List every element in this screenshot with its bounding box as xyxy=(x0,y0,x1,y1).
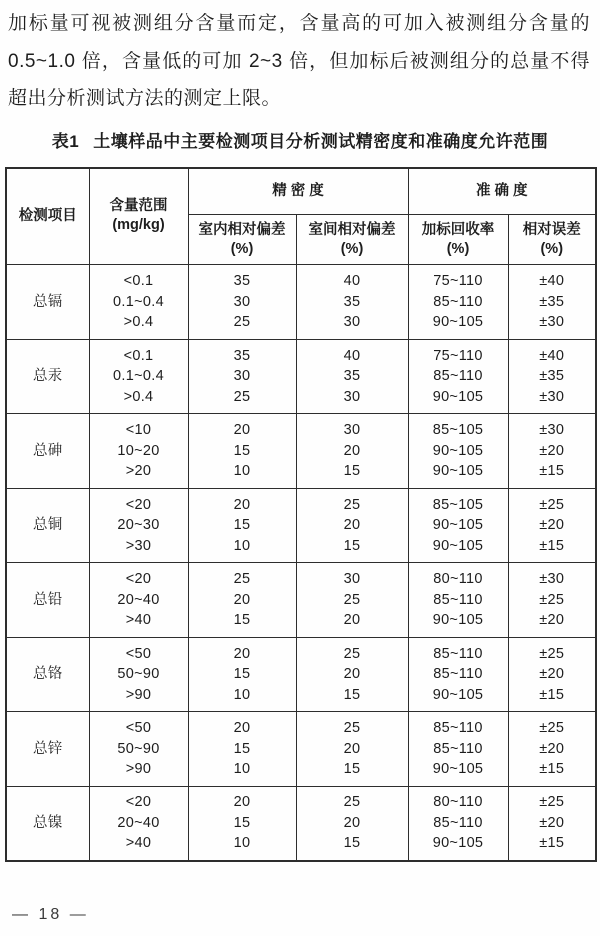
cell-value: 35 xyxy=(343,293,361,310)
cell-value: 20 xyxy=(343,666,361,682)
cell-value: ±20 xyxy=(539,666,565,682)
cell-value: 15 xyxy=(343,761,361,777)
cell-value: >40 xyxy=(125,835,152,852)
cell-value: 15 xyxy=(343,835,361,852)
table-row-5 xyxy=(6,563,596,638)
cell-value: 85~110 xyxy=(433,814,483,831)
paragraph-line-1: 加标量可视被测组分含量而定，含量高的可加入被测组分含量的 xyxy=(8,13,590,34)
item-label: 总锌 xyxy=(32,740,63,757)
cell-value: ±30 xyxy=(539,314,565,330)
cell-value: 20~30 xyxy=(117,517,160,533)
cell-value: ±15 xyxy=(539,686,565,703)
cell-value: 25 xyxy=(233,314,251,330)
paragraph-line-2: 0.5~1.0 倍，含量低的可加 2~3 倍，但加标后被测组分的总量不得 xyxy=(8,50,590,72)
cell-value: 15 xyxy=(233,442,251,459)
cell-value: 35 xyxy=(233,347,251,364)
col-header-range xyxy=(89,168,188,265)
relative-error-cell xyxy=(508,712,596,787)
cell-value: 15 xyxy=(233,612,251,628)
cell-value: 15 xyxy=(233,666,251,682)
relative-error-cell xyxy=(508,414,596,489)
cell-value: ±15 xyxy=(539,835,565,852)
cell-value: 10~20 xyxy=(117,442,160,459)
recovery-cell xyxy=(408,712,508,787)
indoor-deviation-cell xyxy=(188,339,296,414)
unit-percent: (%) xyxy=(446,240,470,257)
cell-value: 30 xyxy=(233,368,251,384)
unit-percent: (%) xyxy=(230,240,254,257)
item-label: 总铅 xyxy=(32,591,63,608)
col-header-relative-error: 相对误差 (%) xyxy=(508,215,596,265)
indoor-deviation-cell xyxy=(188,786,296,861)
relative-error-cell xyxy=(508,339,596,414)
indoor-deviation-cell xyxy=(188,488,296,563)
recovery-cell xyxy=(408,786,508,861)
cell-value: 90~105 xyxy=(432,517,484,533)
cell-value: 30 xyxy=(343,388,361,405)
table-row-2 xyxy=(6,339,596,414)
range-cell xyxy=(89,414,188,489)
precision-accuracy-table xyxy=(5,167,597,862)
item-cell xyxy=(6,265,89,340)
cell-value: 0.1~0.4 xyxy=(113,293,164,310)
indoor-deviation-cell xyxy=(188,563,296,638)
table-row-8 xyxy=(6,786,596,861)
cell-value: 20 xyxy=(233,720,251,736)
cell-value: ±30 xyxy=(539,388,565,405)
cell-value: ±25 xyxy=(539,591,565,608)
cell-value: 20 xyxy=(343,814,361,831)
cell-value: 20 xyxy=(343,517,361,533)
cell-value: ±25 xyxy=(539,720,565,736)
cell-value: 10 xyxy=(233,463,251,479)
cell-value: 10 xyxy=(233,537,251,554)
cell-value: 0.1~0.4 xyxy=(113,368,164,384)
item-label: 总镍 xyxy=(32,814,63,831)
cell-value: <20 xyxy=(125,794,152,811)
cell-value: >0.4 xyxy=(123,388,154,405)
indoor-deviation-cell xyxy=(188,265,296,340)
relative-error-cell xyxy=(508,488,596,563)
recovery-cell xyxy=(408,563,508,638)
recovery-cell xyxy=(408,339,508,414)
cell-value: <20 xyxy=(125,496,152,513)
recovery-cell xyxy=(408,265,508,340)
table-row-1 xyxy=(6,265,596,340)
cell-value: >20 xyxy=(125,463,152,479)
table-row-7 xyxy=(6,712,596,787)
inter-deviation-cell xyxy=(296,414,408,489)
item-cell xyxy=(6,339,89,414)
cell-value: <0.1 xyxy=(123,273,154,289)
col-group-accuracy: 准 确 度 xyxy=(408,168,596,215)
col-header-indoor-deviation: 室内相对偏差 (%) xyxy=(188,215,296,265)
cell-value: 20 xyxy=(233,422,251,438)
table-row-6 xyxy=(6,637,596,712)
inter-deviation-cell xyxy=(296,637,408,712)
range-cell xyxy=(89,339,188,414)
table-title xyxy=(0,127,600,152)
cell-value: 85~110 xyxy=(433,740,483,757)
cell-value: 90~105 xyxy=(432,442,484,459)
col-group-precision: 精 密 度 xyxy=(188,168,408,215)
cell-value: 80~110 xyxy=(433,571,483,587)
col-header-recovery: 加标回收率 (%) xyxy=(408,215,508,265)
cell-value: ±15 xyxy=(539,761,565,777)
cell-value: 20~40 xyxy=(117,591,160,608)
cell-value: 90~105 xyxy=(432,388,484,405)
table-header xyxy=(6,168,596,265)
cell-value: 25 xyxy=(343,794,361,811)
cell-value: 20 xyxy=(343,740,361,757)
cell-value: 85~105 xyxy=(432,496,484,513)
table-row-4 xyxy=(6,488,596,563)
cell-value: 90~105 xyxy=(432,314,484,330)
cell-value: 90~105 xyxy=(432,686,484,703)
inter-deviation-cell xyxy=(296,786,408,861)
range-cell xyxy=(89,712,188,787)
inter-deviation-cell xyxy=(296,339,408,414)
cell-value: 20 xyxy=(233,645,251,662)
cell-value: >90 xyxy=(125,686,152,703)
relative-error-cell xyxy=(508,563,596,638)
cell-value: 30 xyxy=(343,571,361,587)
cell-value: 25 xyxy=(233,571,251,587)
cell-value: ±35 xyxy=(539,368,565,384)
cell-value: ±25 xyxy=(539,794,565,811)
col-header-range-line1: 含量范围 xyxy=(109,198,168,215)
inter-deviation-cell xyxy=(296,265,408,340)
cell-value: 90~105 xyxy=(432,612,484,628)
item-label: 总铬 xyxy=(32,666,63,682)
cell-value: <0.1 xyxy=(123,347,154,364)
cell-value: 90~105 xyxy=(432,537,484,554)
cell-value: ±15 xyxy=(539,463,565,479)
cell-value: 75~110 xyxy=(433,347,483,364)
item-cell xyxy=(6,488,89,563)
cell-value: 15 xyxy=(233,517,251,533)
cell-value: 85~110 xyxy=(433,591,483,608)
cell-value: >30 xyxy=(125,537,152,554)
cell-value: 30 xyxy=(343,422,361,438)
item-cell xyxy=(6,712,89,787)
recovery-cell xyxy=(408,414,508,489)
intro-paragraph xyxy=(8,5,590,118)
inter-deviation-cell xyxy=(296,712,408,787)
cell-value: ±20 xyxy=(539,740,565,757)
item-label: 总砷 xyxy=(32,442,63,459)
cell-value: 15 xyxy=(343,537,361,554)
cell-value: >40 xyxy=(125,612,152,628)
cell-value: ±30 xyxy=(539,422,565,438)
range-cell xyxy=(89,265,188,340)
cell-value: 85~110 xyxy=(433,645,483,662)
col-header-inter-deviation: 室间相对偏差 (%) xyxy=(296,215,408,265)
cell-value: 85~110 xyxy=(433,293,483,310)
cell-value: ±15 xyxy=(539,537,565,554)
cell-value: 10 xyxy=(233,761,251,777)
range-cell xyxy=(89,563,188,638)
indoor-deviation-cell xyxy=(188,637,296,712)
cell-value: 20 xyxy=(233,496,251,513)
cell-value: 35 xyxy=(233,273,251,289)
cell-value: 30 xyxy=(343,314,361,330)
relative-error-cell xyxy=(508,786,596,861)
cell-value: <50 xyxy=(125,645,152,662)
table-body xyxy=(6,265,596,861)
cell-value: 50~90 xyxy=(117,666,160,682)
cell-value: 40 xyxy=(343,347,361,364)
cell-value: <20 xyxy=(125,571,152,587)
cell-value: 15 xyxy=(343,686,361,703)
cell-value: 20 xyxy=(233,591,251,608)
cell-value: 85~110 xyxy=(433,368,483,384)
cell-value: ±40 xyxy=(539,273,565,289)
cell-value: 85~110 xyxy=(433,666,483,682)
recovery-cell xyxy=(408,637,508,712)
inter-deviation-cell xyxy=(296,563,408,638)
cell-value: 35 xyxy=(343,368,361,384)
cell-value: 15 xyxy=(233,814,251,831)
cell-value: 90~105 xyxy=(432,463,484,479)
cell-value: 20 xyxy=(233,794,251,811)
cell-value: 90~105 xyxy=(432,835,484,852)
indoor-deviation-cell xyxy=(188,712,296,787)
item-label: 总汞 xyxy=(32,368,63,384)
range-cell xyxy=(89,786,188,861)
cell-value: ±30 xyxy=(539,571,565,587)
relative-error-cell xyxy=(508,637,596,712)
recovery-cell xyxy=(408,488,508,563)
cell-value: 10 xyxy=(233,835,251,852)
cell-value: 40 xyxy=(343,273,361,289)
cell-value: 25 xyxy=(343,645,361,662)
item-cell xyxy=(6,414,89,489)
cell-value: 10 xyxy=(233,686,251,703)
page-number: — 18 — xyxy=(12,906,89,923)
cell-value: ±20 xyxy=(539,612,565,628)
item-label: 总铜 xyxy=(32,517,63,533)
header-row-groups xyxy=(6,168,596,215)
cell-value: 20 xyxy=(343,612,361,628)
cell-value: 25 xyxy=(343,720,361,736)
unit-percent: (%) xyxy=(340,240,364,257)
cell-value: 25 xyxy=(233,388,251,405)
cell-value: ±25 xyxy=(539,645,565,662)
table-title-text: 土壤样品中主要检测项目分析测试精密度和准确度允许范围 xyxy=(93,131,549,151)
cell-value: 30 xyxy=(233,293,251,310)
cell-value: >90 xyxy=(125,761,152,777)
unit-percent: (%) xyxy=(540,240,564,257)
paragraph-line-3: 超出分析测试方法的测定上限。 xyxy=(8,88,282,109)
cell-value: 75~110 xyxy=(433,273,483,289)
cell-value: 50~90 xyxy=(117,740,160,757)
cell-value: 15 xyxy=(233,740,251,757)
cell-value: ±25 xyxy=(539,496,565,513)
table-row-3 xyxy=(6,414,596,489)
cell-value: 80~110 xyxy=(433,794,483,811)
cell-value: ±20 xyxy=(539,814,565,831)
indoor-deviation-cell xyxy=(188,414,296,489)
cell-value: ±20 xyxy=(539,442,565,459)
item-cell xyxy=(6,786,89,861)
cell-value: <10 xyxy=(125,422,152,438)
table-title-label: 表1 xyxy=(51,131,80,151)
cell-value: 25 xyxy=(343,591,361,608)
cell-value: 85~110 xyxy=(433,720,483,736)
cell-value: 25 xyxy=(343,496,361,513)
cell-value: 90~105 xyxy=(432,761,484,777)
range-cell xyxy=(89,637,188,712)
cell-value: 20 xyxy=(343,442,361,459)
item-cell xyxy=(6,563,89,638)
cell-value: 15 xyxy=(343,463,361,479)
cell-value: <50 xyxy=(125,720,152,736)
cell-value: >0.4 xyxy=(123,314,154,330)
cell-value: 20~40 xyxy=(117,814,160,831)
cell-value: 85~105 xyxy=(432,422,484,438)
col-header-range-line2: (mg/kg) xyxy=(112,217,165,234)
col-header-item: 检测项目 xyxy=(6,168,89,265)
item-cell xyxy=(6,637,89,712)
range-cell xyxy=(89,488,188,563)
relative-error-cell xyxy=(508,265,596,340)
cell-value: ±20 xyxy=(539,517,565,533)
item-label: 总镉 xyxy=(32,293,63,310)
cell-value: ±35 xyxy=(539,293,565,310)
cell-value: ±40 xyxy=(539,347,565,364)
inter-deviation-cell xyxy=(296,488,408,563)
